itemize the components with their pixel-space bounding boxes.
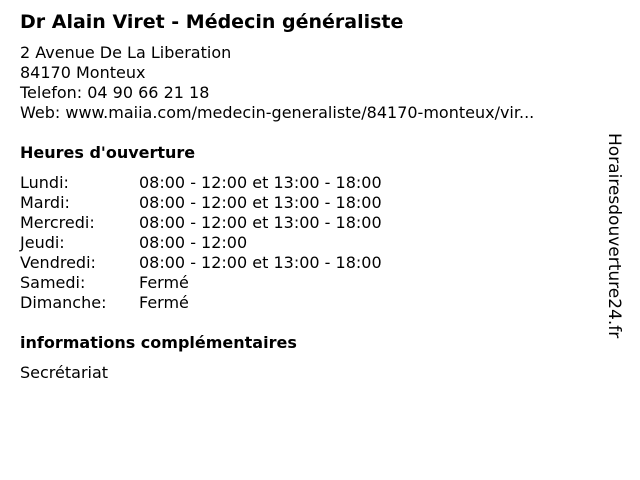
time-value: Fermé xyxy=(139,293,189,312)
opening-hours-table xyxy=(20,173,600,313)
address-block xyxy=(20,43,600,123)
day-label: Lundi: xyxy=(20,173,69,192)
phone-number: Telefon: 04 90 66 21 18 xyxy=(20,83,210,102)
time-value: 08:00 - 12:00 xyxy=(139,233,248,252)
time-value: 08:00 - 12:00 et 13:00 - 18:00 xyxy=(139,213,382,232)
street-address: 2 Avenue De La Liberation xyxy=(20,43,232,62)
business-card xyxy=(20,10,600,383)
hours-row xyxy=(20,293,600,313)
hours-row xyxy=(20,173,600,193)
hours-row xyxy=(20,193,600,213)
page-title: Dr Alain Viret - Médecin généraliste xyxy=(20,11,404,33)
hours-row xyxy=(20,213,600,233)
site-watermark: Horairesdouverture24.fr xyxy=(604,133,624,339)
day-label: Dimanche: xyxy=(20,293,107,312)
info-heading: informations complémentaires xyxy=(20,333,297,352)
hours-row xyxy=(20,273,600,293)
day-label: Mercredi: xyxy=(20,213,95,232)
day-label: Jeudi: xyxy=(20,233,65,252)
time-value: 08:00 - 12:00 et 13:00 - 18:00 xyxy=(139,173,382,192)
city-address: 84170 Monteux xyxy=(20,63,146,82)
time-value: 08:00 - 12:00 et 13:00 - 18:00 xyxy=(139,253,382,272)
day-label: Samedi: xyxy=(20,273,86,292)
day-label: Mardi: xyxy=(20,193,70,212)
time-value: 08:00 - 12:00 et 13:00 - 18:00 xyxy=(139,193,382,212)
hours-row xyxy=(20,233,600,253)
website-link[interactable]: Web: www.maiia.com/medecin-generaliste/84170-monteux/vir... xyxy=(20,103,535,122)
hours-row xyxy=(20,253,600,273)
hours-heading: Heures d'ouverture xyxy=(20,143,196,162)
day-label: Vendredi: xyxy=(20,253,96,272)
info-text: Secrétariat xyxy=(20,363,109,382)
time-value: Fermé xyxy=(139,273,189,292)
